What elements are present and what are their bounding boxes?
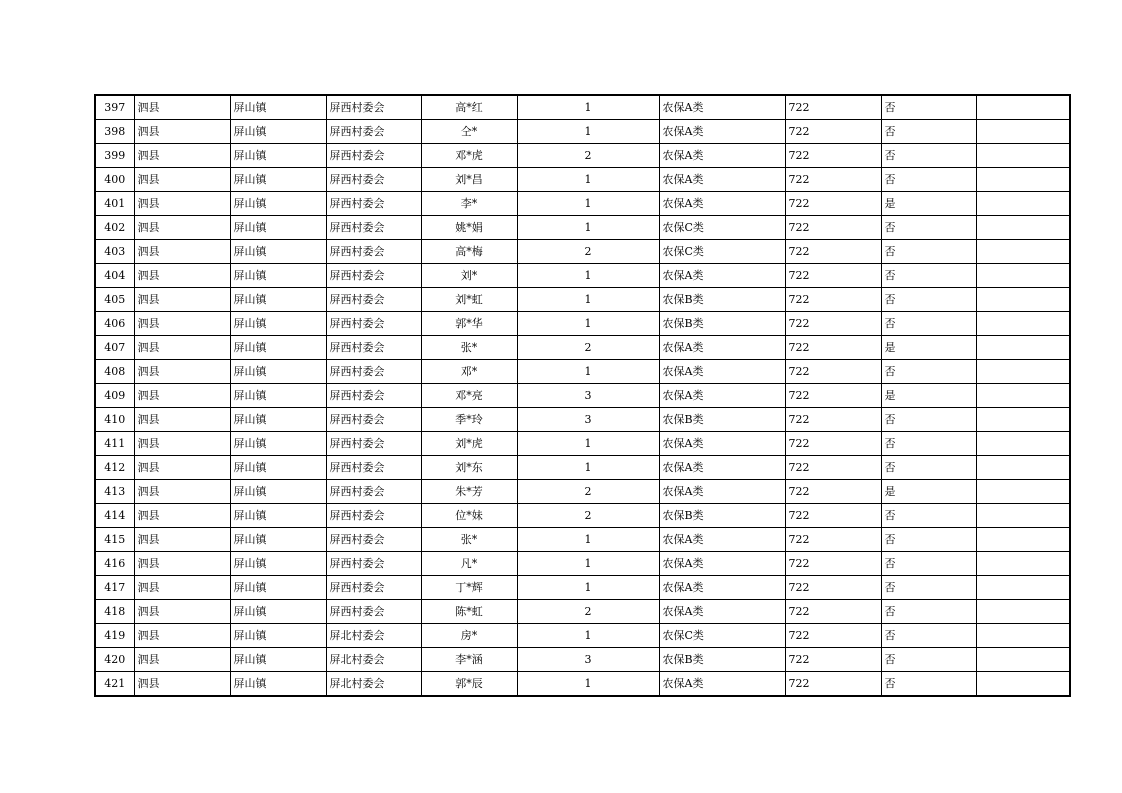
type-cell: 农保A类	[659, 552, 785, 576]
amount-cell: 722	[785, 408, 881, 432]
amount-cell: 722	[785, 216, 881, 240]
type-cell: 农保C类	[659, 240, 785, 264]
amount-cell: 722	[785, 528, 881, 552]
table-row	[95, 480, 1070, 504]
name-cell: 陈*虹	[421, 600, 517, 624]
note-cell	[976, 288, 1070, 312]
town-cell: 屏山镇	[230, 408, 326, 432]
flag-cell: 否	[881, 264, 976, 288]
table-row	[95, 120, 1070, 144]
count-cell: 1	[517, 624, 659, 648]
row-number-cell: 397	[95, 95, 134, 120]
village-cell: 屏西村委会	[326, 456, 421, 480]
name-cell: 刘*虎	[421, 432, 517, 456]
town-cell: 屏山镇	[230, 456, 326, 480]
flag-cell: 否	[881, 240, 976, 264]
county-cell: 泗县	[134, 264, 230, 288]
town-cell: 屏山镇	[230, 312, 326, 336]
table-row	[95, 600, 1070, 624]
note-cell	[976, 672, 1070, 697]
town-cell: 屏山镇	[230, 192, 326, 216]
name-cell: 朱*芳	[421, 480, 517, 504]
count-cell: 1	[517, 192, 659, 216]
type-cell: 农保A类	[659, 360, 785, 384]
table-row	[95, 672, 1070, 697]
note-cell	[976, 552, 1070, 576]
row-number-cell: 417	[95, 576, 134, 600]
name-cell: 位*妹	[421, 504, 517, 528]
count-cell: 1	[517, 168, 659, 192]
county-cell: 泗县	[134, 672, 230, 697]
table-row	[95, 168, 1070, 192]
count-cell: 3	[517, 408, 659, 432]
note-cell	[976, 360, 1070, 384]
town-cell: 屏山镇	[230, 336, 326, 360]
count-cell: 1	[517, 672, 659, 697]
village-cell: 屏西村委会	[326, 168, 421, 192]
village-cell: 屏西村委会	[326, 95, 421, 120]
table-row	[95, 648, 1070, 672]
county-cell: 泗县	[134, 216, 230, 240]
name-cell: 刘*	[421, 264, 517, 288]
table-row	[95, 336, 1070, 360]
row-number-cell: 413	[95, 480, 134, 504]
town-cell: 屏山镇	[230, 120, 326, 144]
amount-cell: 722	[785, 192, 881, 216]
type-cell: 农保A类	[659, 144, 785, 168]
table-row	[95, 552, 1070, 576]
flag-cell: 是	[881, 384, 976, 408]
note-cell	[976, 264, 1070, 288]
name-cell: 邓*虎	[421, 144, 517, 168]
flag-cell: 是	[881, 336, 976, 360]
type-cell: 农保A类	[659, 576, 785, 600]
amount-cell: 722	[785, 312, 881, 336]
type-cell: 农保A类	[659, 95, 785, 120]
count-cell: 1	[517, 360, 659, 384]
count-cell: 3	[517, 648, 659, 672]
count-cell: 1	[517, 432, 659, 456]
type-cell: 农保A类	[659, 456, 785, 480]
flag-cell: 否	[881, 168, 976, 192]
flag-cell: 否	[881, 216, 976, 240]
town-cell: 屏山镇	[230, 432, 326, 456]
row-number-cell: 415	[95, 528, 134, 552]
table-row	[95, 528, 1070, 552]
county-cell: 泗县	[134, 288, 230, 312]
flag-cell: 否	[881, 432, 976, 456]
town-cell: 屏山镇	[230, 528, 326, 552]
flag-cell: 否	[881, 504, 976, 528]
town-cell: 屏山镇	[230, 216, 326, 240]
type-cell: 农保A类	[659, 672, 785, 697]
row-number-cell: 404	[95, 264, 134, 288]
count-cell: 2	[517, 480, 659, 504]
town-cell: 屏山镇	[230, 648, 326, 672]
amount-cell: 722	[785, 432, 881, 456]
row-number-cell: 411	[95, 432, 134, 456]
note-cell	[976, 336, 1070, 360]
note-cell	[976, 456, 1070, 480]
name-cell: 仝*	[421, 120, 517, 144]
amount-cell: 722	[785, 456, 881, 480]
table-row	[95, 432, 1070, 456]
count-cell: 1	[517, 312, 659, 336]
flag-cell: 否	[881, 95, 976, 120]
flag-cell: 否	[881, 576, 976, 600]
town-cell: 屏山镇	[230, 288, 326, 312]
amount-cell: 722	[785, 648, 881, 672]
row-number-cell: 406	[95, 312, 134, 336]
name-cell: 高*红	[421, 95, 517, 120]
town-cell: 屏山镇	[230, 480, 326, 504]
count-cell: 1	[517, 528, 659, 552]
row-number-cell: 399	[95, 144, 134, 168]
note-cell	[976, 240, 1070, 264]
row-number-cell: 400	[95, 168, 134, 192]
note-cell	[976, 480, 1070, 504]
note-cell	[976, 168, 1070, 192]
count-cell: 2	[517, 240, 659, 264]
village-cell: 屏北村委会	[326, 648, 421, 672]
village-cell: 屏西村委会	[326, 264, 421, 288]
amount-cell: 722	[785, 95, 881, 120]
type-cell: 农保A类	[659, 120, 785, 144]
amount-cell: 722	[785, 384, 881, 408]
flag-cell: 否	[881, 360, 976, 384]
type-cell: 农保A类	[659, 528, 785, 552]
county-cell: 泗县	[134, 408, 230, 432]
village-cell: 屏西村委会	[326, 504, 421, 528]
village-cell: 屏西村委会	[326, 336, 421, 360]
village-cell: 屏西村委会	[326, 216, 421, 240]
village-cell: 屏西村委会	[326, 384, 421, 408]
table-row	[95, 240, 1070, 264]
table-row	[95, 312, 1070, 336]
village-cell: 屏西村委会	[326, 144, 421, 168]
amount-cell: 722	[785, 480, 881, 504]
village-cell: 屏西村委会	[326, 552, 421, 576]
county-cell: 泗县	[134, 95, 230, 120]
row-number-cell: 410	[95, 408, 134, 432]
type-cell: 农保A类	[659, 192, 785, 216]
type-cell: 农保A类	[659, 168, 785, 192]
row-number-cell: 412	[95, 456, 134, 480]
county-cell: 泗县	[134, 360, 230, 384]
count-cell: 3	[517, 384, 659, 408]
town-cell: 屏山镇	[230, 240, 326, 264]
type-cell: 农保A类	[659, 264, 785, 288]
amount-cell: 722	[785, 336, 881, 360]
note-cell	[976, 432, 1070, 456]
amount-cell: 722	[785, 240, 881, 264]
village-cell: 屏西村委会	[326, 240, 421, 264]
flag-cell: 否	[881, 120, 976, 144]
table-row	[95, 504, 1070, 528]
flag-cell: 否	[881, 408, 976, 432]
village-cell: 屏西村委会	[326, 288, 421, 312]
note-cell	[976, 624, 1070, 648]
flag-cell: 否	[881, 624, 976, 648]
village-cell: 屏西村委会	[326, 528, 421, 552]
count-cell: 1	[517, 264, 659, 288]
flag-cell: 否	[881, 648, 976, 672]
note-cell	[976, 216, 1070, 240]
note-cell	[976, 504, 1070, 528]
type-cell: 农保A类	[659, 480, 785, 504]
table-row	[95, 192, 1070, 216]
count-cell: 1	[517, 288, 659, 312]
name-cell: 邓*	[421, 360, 517, 384]
table-row	[95, 456, 1070, 480]
flag-cell: 是	[881, 480, 976, 504]
county-cell: 泗县	[134, 528, 230, 552]
count-cell: 2	[517, 144, 659, 168]
amount-cell: 722	[785, 288, 881, 312]
village-cell: 屏西村委会	[326, 576, 421, 600]
flag-cell: 否	[881, 600, 976, 624]
type-cell: 农保B类	[659, 288, 785, 312]
row-number-cell: 414	[95, 504, 134, 528]
count-cell: 2	[517, 336, 659, 360]
flag-cell: 是	[881, 192, 976, 216]
table-row	[95, 144, 1070, 168]
amount-cell: 722	[785, 600, 881, 624]
county-cell: 泗县	[134, 432, 230, 456]
table-row	[95, 216, 1070, 240]
village-cell: 屏西村委会	[326, 192, 421, 216]
name-cell: 张*	[421, 528, 517, 552]
name-cell: 季*玲	[421, 408, 517, 432]
town-cell: 屏山镇	[230, 384, 326, 408]
county-cell: 泗县	[134, 480, 230, 504]
amount-cell: 722	[785, 672, 881, 697]
county-cell: 泗县	[134, 576, 230, 600]
note-cell	[976, 576, 1070, 600]
village-cell: 屏西村委会	[326, 600, 421, 624]
flag-cell: 否	[881, 288, 976, 312]
count-cell: 1	[517, 456, 659, 480]
town-cell: 屏山镇	[230, 504, 326, 528]
note-cell	[976, 144, 1070, 168]
note-cell	[976, 408, 1070, 432]
county-cell: 泗县	[134, 144, 230, 168]
row-number-cell: 418	[95, 600, 134, 624]
village-cell: 屏西村委会	[326, 120, 421, 144]
count-cell: 2	[517, 600, 659, 624]
county-cell: 泗县	[134, 504, 230, 528]
note-cell	[976, 120, 1070, 144]
table-row	[95, 95, 1070, 120]
note-cell	[976, 648, 1070, 672]
amount-cell: 722	[785, 360, 881, 384]
village-cell: 屏北村委会	[326, 672, 421, 697]
county-cell: 泗县	[134, 240, 230, 264]
row-number-cell: 398	[95, 120, 134, 144]
type-cell: 农保B类	[659, 504, 785, 528]
name-cell: 郭*辰	[421, 672, 517, 697]
town-cell: 屏山镇	[230, 600, 326, 624]
town-cell: 屏山镇	[230, 552, 326, 576]
flag-cell: 否	[881, 312, 976, 336]
county-cell: 泗县	[134, 456, 230, 480]
amount-cell: 722	[785, 120, 881, 144]
type-cell: 农保B类	[659, 312, 785, 336]
town-cell: 屏山镇	[230, 624, 326, 648]
table-row	[95, 360, 1070, 384]
village-cell: 屏北村委会	[326, 624, 421, 648]
amount-cell: 722	[785, 624, 881, 648]
note-cell	[976, 312, 1070, 336]
name-cell: 李*涵	[421, 648, 517, 672]
name-cell: 李*	[421, 192, 517, 216]
county-cell: 泗县	[134, 336, 230, 360]
type-cell: 农保A类	[659, 432, 785, 456]
count-cell: 1	[517, 552, 659, 576]
town-cell: 屏山镇	[230, 264, 326, 288]
name-cell: 姚*娟	[421, 216, 517, 240]
row-number-cell: 407	[95, 336, 134, 360]
name-cell: 邓*亮	[421, 384, 517, 408]
flag-cell: 否	[881, 552, 976, 576]
name-cell: 刘*昌	[421, 168, 517, 192]
amount-cell: 722	[785, 576, 881, 600]
row-number-cell: 420	[95, 648, 134, 672]
name-cell: 张*	[421, 336, 517, 360]
note-cell	[976, 384, 1070, 408]
county-cell: 泗县	[134, 552, 230, 576]
row-number-cell: 421	[95, 672, 134, 697]
county-cell: 泗县	[134, 168, 230, 192]
amount-cell: 722	[785, 144, 881, 168]
county-cell: 泗县	[134, 192, 230, 216]
flag-cell: 否	[881, 456, 976, 480]
town-cell: 屏山镇	[230, 144, 326, 168]
table-row	[95, 384, 1070, 408]
type-cell: 农保A类	[659, 600, 785, 624]
row-number-cell: 419	[95, 624, 134, 648]
count-cell: 1	[517, 216, 659, 240]
note-cell	[976, 95, 1070, 120]
town-cell: 屏山镇	[230, 360, 326, 384]
amount-cell: 722	[785, 264, 881, 288]
row-number-cell: 402	[95, 216, 134, 240]
count-cell: 1	[517, 95, 659, 120]
county-cell: 泗县	[134, 600, 230, 624]
data-table	[94, 94, 1071, 697]
town-cell: 屏山镇	[230, 576, 326, 600]
count-cell: 2	[517, 504, 659, 528]
village-cell: 屏西村委会	[326, 360, 421, 384]
flag-cell: 否	[881, 144, 976, 168]
county-cell: 泗县	[134, 120, 230, 144]
count-cell: 1	[517, 576, 659, 600]
table-row	[95, 576, 1070, 600]
town-cell: 屏山镇	[230, 95, 326, 120]
table-row	[95, 264, 1070, 288]
county-cell: 泗县	[134, 648, 230, 672]
note-cell	[976, 600, 1070, 624]
row-number-cell: 401	[95, 192, 134, 216]
town-cell: 屏山镇	[230, 672, 326, 697]
row-number-cell: 408	[95, 360, 134, 384]
flag-cell: 否	[881, 528, 976, 552]
name-cell: 刘*东	[421, 456, 517, 480]
row-number-cell: 403	[95, 240, 134, 264]
village-cell: 屏西村委会	[326, 312, 421, 336]
name-cell: 房*	[421, 624, 517, 648]
type-cell: 农保C类	[659, 624, 785, 648]
name-cell: 丁*辉	[421, 576, 517, 600]
village-cell: 屏西村委会	[326, 408, 421, 432]
county-cell: 泗县	[134, 312, 230, 336]
type-cell: 农保B类	[659, 648, 785, 672]
county-cell: 泗县	[134, 384, 230, 408]
note-cell	[976, 528, 1070, 552]
table-row	[95, 288, 1070, 312]
county-cell: 泗县	[134, 624, 230, 648]
amount-cell: 722	[785, 552, 881, 576]
type-cell: 农保A类	[659, 336, 785, 360]
name-cell: 凡*	[421, 552, 517, 576]
amount-cell: 722	[785, 168, 881, 192]
table-row	[95, 408, 1070, 432]
row-number-cell: 405	[95, 288, 134, 312]
row-number-cell: 409	[95, 384, 134, 408]
type-cell: 农保C类	[659, 216, 785, 240]
name-cell: 高*梅	[421, 240, 517, 264]
type-cell: 农保A类	[659, 384, 785, 408]
note-cell	[976, 192, 1070, 216]
row-number-cell: 416	[95, 552, 134, 576]
village-cell: 屏西村委会	[326, 480, 421, 504]
name-cell: 刘*虹	[421, 288, 517, 312]
amount-cell: 722	[785, 504, 881, 528]
type-cell: 农保B类	[659, 408, 785, 432]
town-cell: 屏山镇	[230, 168, 326, 192]
village-cell: 屏西村委会	[326, 432, 421, 456]
table-row	[95, 624, 1070, 648]
name-cell: 郭*华	[421, 312, 517, 336]
table-body	[95, 95, 1070, 696]
flag-cell: 否	[881, 672, 976, 697]
count-cell: 1	[517, 120, 659, 144]
